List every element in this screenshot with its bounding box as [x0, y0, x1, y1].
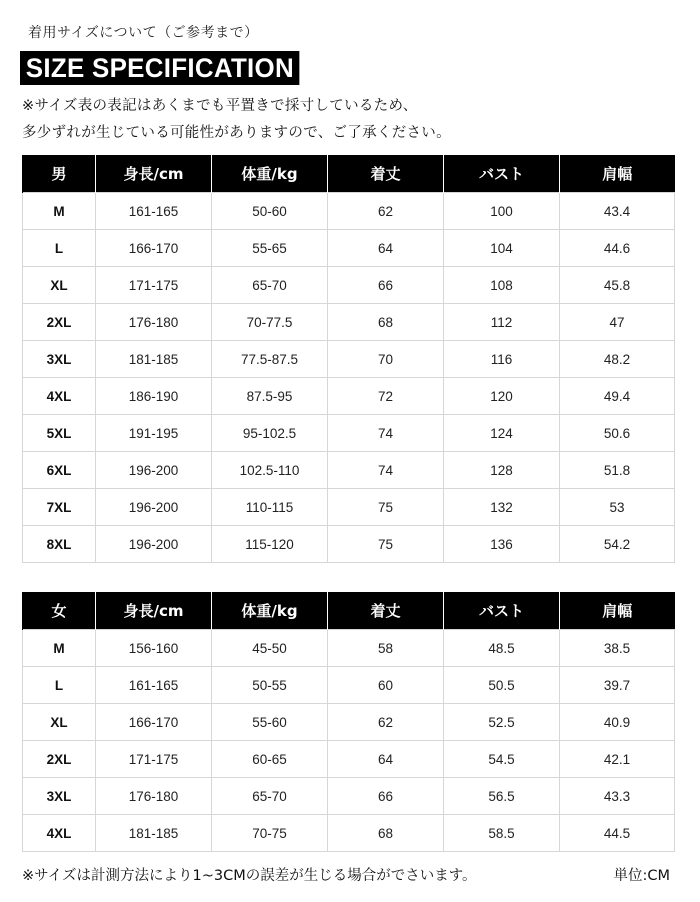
bust-cell: 104: [444, 230, 560, 267]
table-row: [23, 778, 675, 815]
bust-cell: 116: [444, 341, 560, 378]
table-row: [23, 267, 675, 304]
table-row: [23, 489, 675, 526]
shoulder-cell: 40.9: [560, 704, 675, 741]
size-cell: 6XL: [23, 452, 96, 489]
header-gender: 女: [23, 592, 96, 630]
header-height: 身長/cm: [96, 592, 212, 630]
shoulder-cell: 43.3: [560, 778, 675, 815]
weight-cell: 102.5-110: [212, 452, 328, 489]
height-cell: 191-195: [96, 415, 212, 452]
weight-cell: 50-55: [212, 667, 328, 704]
size-cell: 7XL: [23, 489, 96, 526]
shoulder-cell: 48.2: [560, 341, 675, 378]
size-cell: L: [23, 230, 96, 267]
shoulder-cell: 53: [560, 489, 675, 526]
bust-cell: 112: [444, 304, 560, 341]
header-weight: 体重/kg: [212, 592, 328, 630]
size-cell: 2XL: [23, 304, 96, 341]
size-cell: 3XL: [23, 341, 96, 378]
note-line-1: ※サイズ表の表記はあくまでも平置きで採寸しているため、: [22, 98, 418, 114]
length-cell: 75: [328, 526, 444, 563]
shoulder-cell: 38.5: [560, 630, 675, 667]
size-cell: 5XL: [23, 415, 96, 452]
weight-cell: 70-75: [212, 815, 328, 852]
bust-cell: 100: [444, 193, 560, 230]
table-row: [23, 704, 675, 741]
table-row: [23, 304, 675, 341]
length-cell: 68: [328, 304, 444, 341]
table-header-row: [23, 592, 675, 630]
height-cell: 176-180: [96, 304, 212, 341]
height-cell: 166-170: [96, 230, 212, 267]
weight-cell: 70-77.5: [212, 304, 328, 341]
height-cell: 181-185: [96, 341, 212, 378]
unit-label: 単位:CM: [613, 868, 670, 884]
height-cell: 171-175: [96, 267, 212, 304]
subtitle: 着用サイズについて（ご参考まで）: [28, 25, 259, 41]
footer-note: ※サイズは計測方法により1~3CMの誤差が生じる場合がでさいます。: [22, 868, 477, 884]
bust-cell: 56.5: [444, 778, 560, 815]
header-weight: 体重/kg: [212, 155, 328, 193]
length-cell: 74: [328, 452, 444, 489]
shoulder-cell: 51.8: [560, 452, 675, 489]
bust-cell: 50.5: [444, 667, 560, 704]
size-cell: 3XL: [23, 778, 96, 815]
table-row: [23, 667, 675, 704]
weight-cell: 50-60: [212, 193, 328, 230]
length-cell: 74: [328, 415, 444, 452]
height-cell: 161-165: [96, 667, 212, 704]
weight-cell: 65-70: [212, 778, 328, 815]
size-cell: M: [23, 193, 96, 230]
note-line-2: 多少ずれが生じている可能性がありますので、ご了承ください。: [22, 125, 451, 141]
bust-cell: 128: [444, 452, 560, 489]
shoulder-cell: 50.6: [560, 415, 675, 452]
weight-cell: 60-65: [212, 741, 328, 778]
size-cell: 8XL: [23, 526, 96, 563]
table-row: [23, 452, 675, 489]
length-cell: 60: [328, 667, 444, 704]
bust-cell: 132: [444, 489, 560, 526]
weight-cell: 77.5-87.5: [212, 341, 328, 378]
weight-cell: 87.5-95: [212, 378, 328, 415]
length-cell: 72: [328, 378, 444, 415]
bust-cell: 136: [444, 526, 560, 563]
shoulder-cell: 47: [560, 304, 675, 341]
bust-cell: 120: [444, 378, 560, 415]
length-cell: 68: [328, 815, 444, 852]
height-cell: 171-175: [96, 741, 212, 778]
bust-cell: 48.5: [444, 630, 560, 667]
height-cell: 186-190: [96, 378, 212, 415]
table-row: [23, 378, 675, 415]
table-row: [23, 741, 675, 778]
header-height: 身長/cm: [96, 155, 212, 193]
men-size-table: [22, 155, 675, 563]
table-row: [23, 415, 675, 452]
header-gender: 男: [23, 155, 96, 193]
size-cell: XL: [23, 704, 96, 741]
size-cell: 4XL: [23, 378, 96, 415]
height-cell: 196-200: [96, 489, 212, 526]
length-cell: 64: [328, 741, 444, 778]
height-cell: 166-170: [96, 704, 212, 741]
size-cell: 4XL: [23, 815, 96, 852]
height-cell: 196-200: [96, 526, 212, 563]
header-length: 着丈: [328, 155, 444, 193]
table-row: [23, 630, 675, 667]
shoulder-cell: 45.8: [560, 267, 675, 304]
shoulder-cell: 39.7: [560, 667, 675, 704]
length-cell: 66: [328, 267, 444, 304]
size-cell: M: [23, 630, 96, 667]
length-cell: 62: [328, 193, 444, 230]
shoulder-cell: 43.4: [560, 193, 675, 230]
table-row: [23, 815, 675, 852]
weight-cell: 55-65: [212, 230, 328, 267]
table-header-row: [23, 155, 675, 193]
height-cell: 176-180: [96, 778, 212, 815]
women-size-table: [22, 592, 675, 852]
header-shoulder: 肩幅: [560, 592, 675, 630]
table-row: [23, 526, 675, 563]
bust-cell: 54.5: [444, 741, 560, 778]
shoulder-cell: 44.6: [560, 230, 675, 267]
height-cell: 161-165: [96, 193, 212, 230]
header-bust: バスト: [444, 155, 560, 193]
length-cell: 58: [328, 630, 444, 667]
length-cell: 64: [328, 230, 444, 267]
table-row: [23, 230, 675, 267]
weight-cell: 115-120: [212, 526, 328, 563]
header-bust: バスト: [444, 592, 560, 630]
height-cell: 196-200: [96, 452, 212, 489]
table-row: [23, 341, 675, 378]
size-cell: L: [23, 667, 96, 704]
bust-cell: 108: [444, 267, 560, 304]
size-cell: 2XL: [23, 741, 96, 778]
shoulder-cell: 54.2: [560, 526, 675, 563]
weight-cell: 95-102.5: [212, 415, 328, 452]
page-title: SIZE SPECIFICATION: [20, 51, 300, 85]
header-length: 着丈: [328, 592, 444, 630]
weight-cell: 45-50: [212, 630, 328, 667]
weight-cell: 110-115: [212, 489, 328, 526]
shoulder-cell: 42.1: [560, 741, 675, 778]
length-cell: 75: [328, 489, 444, 526]
header-shoulder: 肩幅: [560, 155, 675, 193]
shoulder-cell: 49.4: [560, 378, 675, 415]
size-cell: XL: [23, 267, 96, 304]
table-row: [23, 193, 675, 230]
length-cell: 70: [328, 341, 444, 378]
shoulder-cell: 44.5: [560, 815, 675, 852]
bust-cell: 52.5: [444, 704, 560, 741]
length-cell: 66: [328, 778, 444, 815]
weight-cell: 55-60: [212, 704, 328, 741]
height-cell: 181-185: [96, 815, 212, 852]
height-cell: 156-160: [96, 630, 212, 667]
bust-cell: 58.5: [444, 815, 560, 852]
bust-cell: 124: [444, 415, 560, 452]
weight-cell: 65-70: [212, 267, 328, 304]
length-cell: 62: [328, 704, 444, 741]
